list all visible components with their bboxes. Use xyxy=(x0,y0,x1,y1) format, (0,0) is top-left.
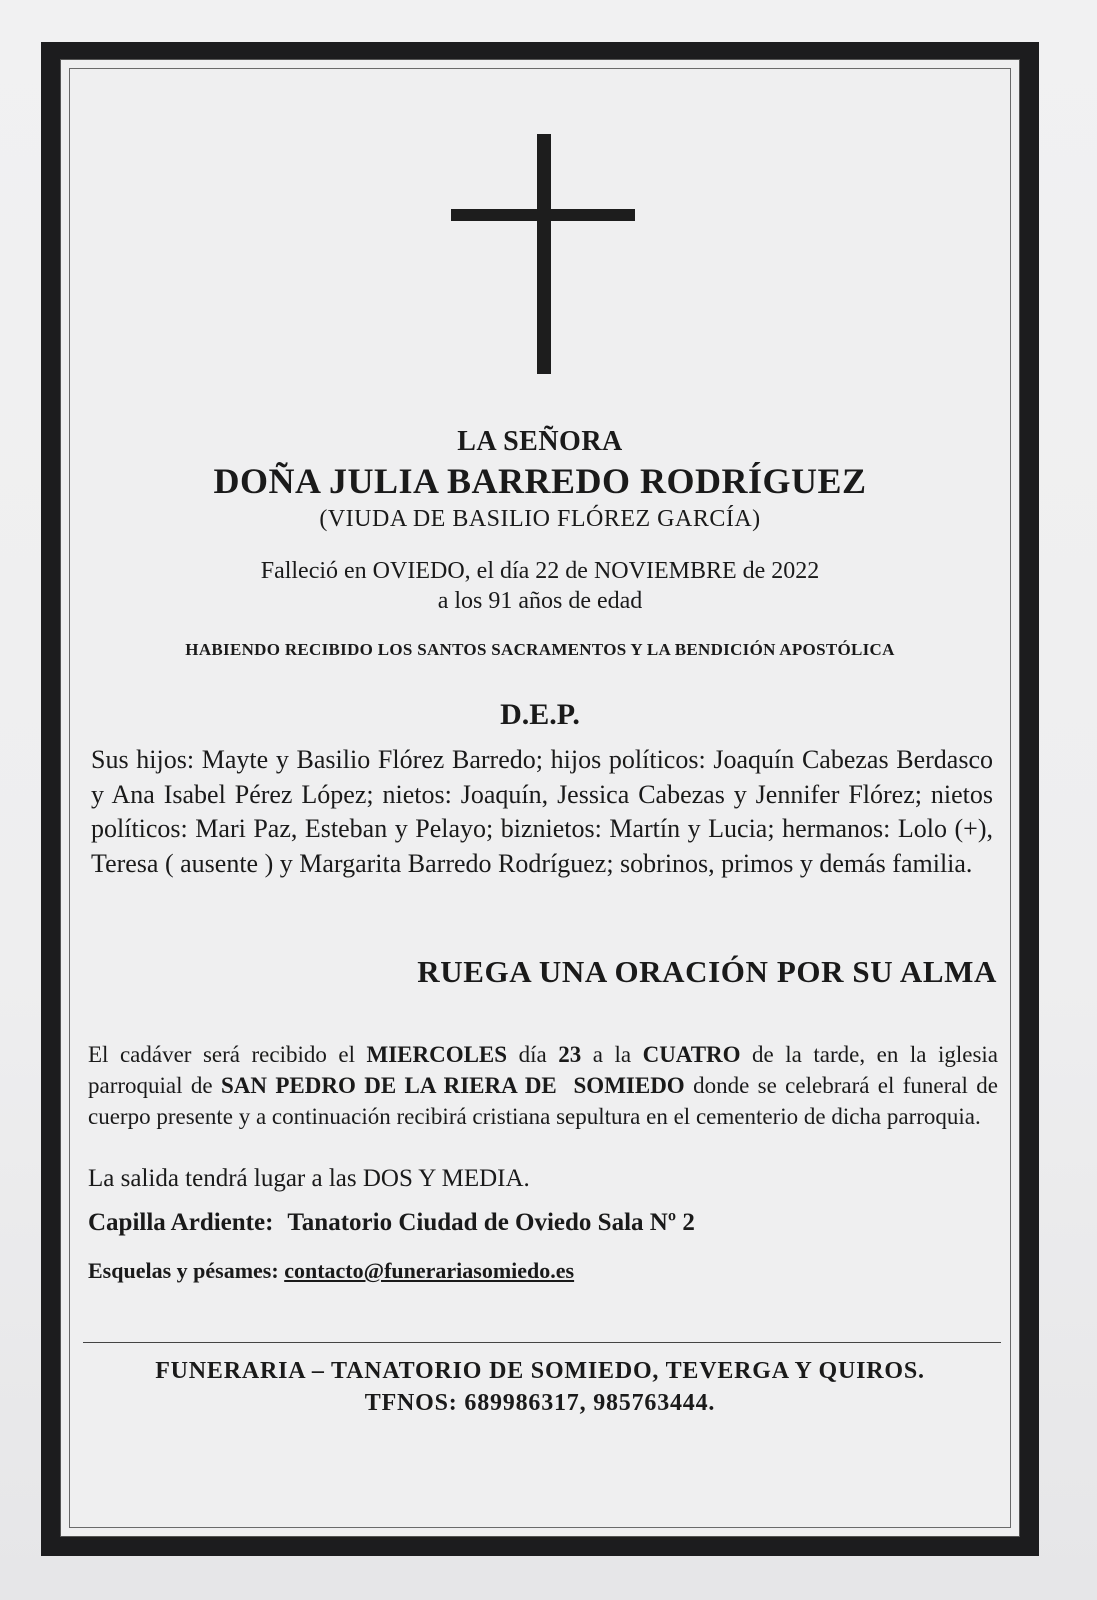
condolences-label: Esquelas y pésames: xyxy=(88,1258,279,1283)
ceremony-date: 23 xyxy=(558,1042,582,1067)
death-date: Falleció en OVIEDO, el día 22 de NOVIEMBRE de 2022 xyxy=(260,558,820,584)
widow-of: (VIUDA DE BASILIO FLÓREZ GARCÍA) xyxy=(319,506,761,532)
sacraments-note: HABIENDO RECIBIDO LOS SANTOS SACRAMENTOS Y LA BENDICIÓN APOSTÓLICA xyxy=(185,640,895,659)
cross-icon-bar xyxy=(451,209,635,221)
funeral-home-name: FUNERARIA – TANATORIO DE SOMIEDO, TEVERGA Y QUIROS. xyxy=(155,1358,925,1384)
notice-body xyxy=(60,59,1020,1537)
ceremony-day: MIERCOLES xyxy=(366,1042,508,1067)
condolences-email-link[interactable]: contacto@funerariasomiedo.es xyxy=(284,1258,575,1283)
ceremony-text: donde se celebrará el funeral de cuerpo presente y a continuación recibirá cristiana sepultura en el cementerio de dicha parroquia. xyxy=(88,1073,998,1129)
death-age: a los 91 años de edad xyxy=(437,588,643,614)
ceremony-text: El cadáver será recibido el xyxy=(88,1042,367,1067)
divider xyxy=(83,1342,1001,1343)
ceremony-text: a la xyxy=(581,1042,643,1067)
rip-label: D.E.P. xyxy=(500,698,580,731)
cross-icon xyxy=(537,134,551,374)
prayer-request: RUEGA UNA ORACIÓN POR SU ALMA xyxy=(417,954,997,989)
ceremony-details xyxy=(88,1039,998,1132)
ceremony-hour: CUATRO xyxy=(642,1042,741,1067)
chapel-info xyxy=(88,1209,695,1237)
chapel-label: Capilla Ardiente: xyxy=(88,1209,274,1236)
ceremony-text: de la tarde, en la iglesia parroquial de xyxy=(88,1042,998,1098)
funeral-home-phones: TFNOS: 689986317, 985763444. xyxy=(364,1390,716,1416)
mourning-border xyxy=(41,42,1039,1556)
ceremony-church: SAN PEDRO DE LA RIERA DE SOMIEDO xyxy=(220,1073,685,1098)
honorific: LA SEÑORA xyxy=(457,426,623,457)
chapel-value: Tanatorio Ciudad de Oviedo Sala Nº 2 xyxy=(287,1209,695,1236)
deceased-name: DOÑA JULIA BARREDO RODRÍGUEZ xyxy=(213,461,867,501)
condolences-info xyxy=(88,1258,574,1284)
departure-time: La salida tendrá lugar a las DOS Y MEDIA. xyxy=(88,1165,530,1192)
ceremony-text: día xyxy=(507,1042,559,1067)
family-list: Sus hijos: Mayte y Basilio Flórez Barredo; hijos políticos: Joaquín Cabezas Berdasco y Ana Isabel Pérez López; nietos: Joaquín, Jessica Cabezas y Jennifer Flórez; nietos políticos: Mari Paz, Esteban y Pelayo; biznietos: Martín y Lucia; hermanos: Lolo (+), Teresa ( ausente ) y Margarita Barredo Rodríguez; sobrinos, primos y demás familia. xyxy=(91,745,993,878)
